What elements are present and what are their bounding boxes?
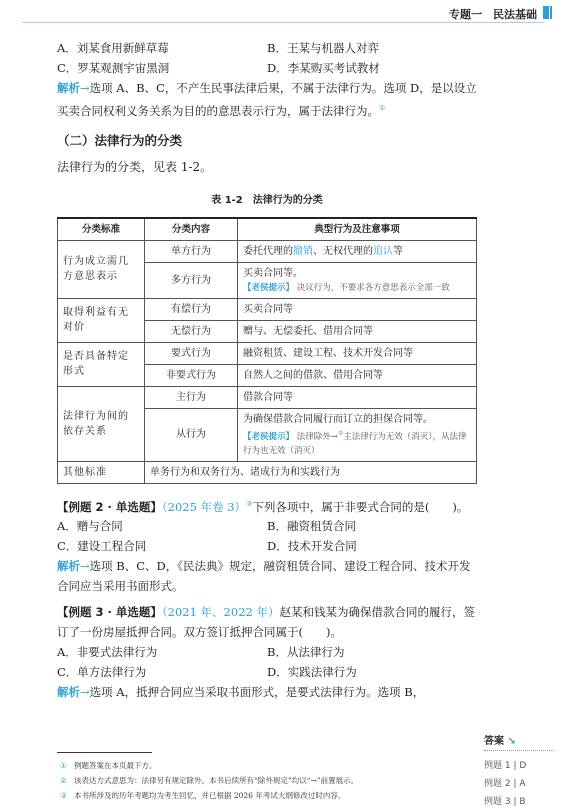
question-label: 【例题 3 · 单选题】: [57, 605, 162, 620]
footnote: ② 该表达方式意思为：法律另有规定除外。本书后续所有“除外规定”均以“→”前置展示。: [60, 776, 359, 785]
q1-option-b: B．王某与机器人对弈: [267, 41, 379, 55]
footnotes: [60, 758, 480, 803]
footnote-ref: ①: [379, 104, 386, 112]
header-rule: [22, 22, 544, 23]
q2-option-a: A．赠与合同: [57, 519, 123, 534]
arrow-icon: →: [80, 685, 90, 700]
explanation-2: [57, 556, 477, 596]
q1-options-row2: [57, 58, 477, 78]
category-cell: 无偿行为: [145, 320, 238, 342]
footnote-rule: [57, 752, 152, 753]
example-cell: 赠与、无偿委托、借用合同等: [238, 320, 477, 342]
criterion-cell: 行为成立需几方意思表示: [58, 240, 145, 298]
q2-options-row2: [57, 536, 477, 556]
table-row: [58, 461, 477, 483]
question-label: 【例题 2 · 单选题】: [57, 499, 162, 514]
q2-option-b: B．融资租赁合同: [267, 519, 356, 534]
keyword-revoke: 撤销: [293, 245, 313, 257]
example-cell: 委托代理的撤销、无权代理的追认等: [238, 240, 477, 262]
q2-option-d: D．技术开发合同: [267, 539, 357, 554]
section-intro: 法律行为的分类，见表 1-2。: [57, 159, 213, 174]
example-cell: 借款合同等: [238, 386, 477, 408]
footnote-ref: ③: [246, 499, 253, 508]
q2-option-c: C．建设工程合同: [57, 539, 147, 554]
section-heading: （二）法律行为的分类: [57, 132, 183, 148]
tip-note: 【老侯提示】 法律除外→②主法律行为无效（消灭），从法律行为也无效（消灭）: [243, 429, 467, 456]
explanation-label: 解析: [57, 559, 80, 574]
q1-option-d: D．李某购买考试教材: [267, 61, 380, 75]
category-cell: 要式行为: [145, 342, 238, 364]
explanation-label: 解析: [57, 81, 80, 95]
explanation-text: 选项 A、B、C，不产生民事法律后果，不属于法律行为。选项 D，是以设立买卖合同权利义务关系为目的的意思表示行为，属于法律行为。: [57, 81, 477, 118]
main-content: [57, 38, 477, 702]
answer-item: 例题 2 | A: [484, 779, 526, 789]
q3-options-row2: [57, 662, 477, 682]
classification-table: [57, 217, 477, 484]
example-cell: 买卖合同等: [238, 298, 477, 320]
arrow-down-right-icon: ↘: [507, 736, 516, 747]
q3-option-c: C．单方法律行为: [57, 665, 147, 680]
question-year: （2021 年、2022 年）: [161, 605, 280, 620]
criterion-cell: 其他标准: [58, 461, 145, 483]
table-header-row: [58, 218, 477, 241]
answer-item: 例题 1 | D: [484, 761, 527, 771]
q2-options-row1: [57, 516, 477, 536]
explanation-3: [57, 682, 477, 702]
criterion-cell: 是否具备特定形式: [58, 342, 145, 386]
table-caption: 表 1-2 法律行为的分类: [211, 194, 323, 206]
header-cell: 分类标准: [58, 218, 145, 241]
page-header: [0, 0, 567, 28]
criterion-cell: 取得利益有无对价: [58, 298, 145, 342]
q1-option-a: A．刘某食用新鲜草莓: [57, 41, 169, 55]
header-title: 专题一 民法基础: [449, 8, 537, 21]
question-stem: 下列各项中，属于非要式合同的是( )。: [252, 499, 469, 514]
explanation-text: 选项 B、C、D，《民法典》规定，融资租赁合同、建设工程合同、技术开发合同应当采用书面形式。: [57, 559, 471, 594]
q1-options-row1: [57, 38, 477, 58]
example-cell: 自然人之间的借款、借用合同等: [238, 364, 477, 386]
arrow-icon: →: [80, 559, 90, 574]
header-mark-icon: [543, 6, 553, 19]
question-2: [57, 494, 477, 517]
example-cell: 单务行为和双务行为、诸成行为和实践行为: [145, 461, 477, 483]
table-row: [58, 240, 477, 262]
answer-box: [484, 732, 554, 811]
footnote: ③ 本书所涉及的历年考题均为考生回忆，并已根据 2026 年考试大纲修改过时内容。: [60, 791, 346, 800]
q3-option-d: D．实践法律行为: [267, 665, 357, 680]
explanation-1: [57, 78, 477, 121]
table-row: [58, 386, 477, 408]
category-cell: 非要式行为: [145, 364, 238, 386]
category-cell: 多方行为: [145, 262, 238, 298]
table-row: [58, 298, 477, 320]
answer-title: 答案 ↘: [484, 732, 554, 751]
q3-option-b: B．从法律行为: [267, 645, 345, 660]
criterion-cell: 法律行为间的依存关系: [58, 386, 145, 461]
category-cell: 从行为: [145, 408, 238, 461]
category-cell: 有偿行为: [145, 298, 238, 320]
keyword-ratify: 追认: [373, 245, 393, 257]
category-cell: 主行为: [145, 386, 238, 408]
table-row: [58, 342, 477, 364]
category-cell: 单方行为: [145, 240, 238, 262]
question-3: [57, 602, 477, 642]
example-cell: 融资租赁、建设工程、技术开发合同等: [238, 342, 477, 364]
q1-option-c: C．罗某观测宇宙黑洞: [57, 61, 170, 75]
explanation-label: 解析: [57, 685, 80, 700]
example-cell: 为确保借款合同履行而订立的担保合同等。 【老侯提示】 法律除外→②主法律行为无效（消灭），从法律行为也无效（消灭）: [238, 408, 477, 461]
q3-options-row1: [57, 642, 477, 662]
arrow-icon: →: [80, 81, 90, 95]
header-cell: 典型行为及注意事项: [238, 218, 477, 241]
example-cell: 买卖合同等。 【老侯提示】 决议行为，不要求各方意思表示全部一致: [238, 262, 477, 298]
explanation-text: 选项 A，抵押合同应当采取书面形式，是要式法律行为。选项 B，: [89, 685, 425, 700]
question-stem: 赵某和钱某为确保借款合同的履行，签订了一份房屋抵押合同。双方签订抵押合同属于( )。: [57, 605, 475, 640]
tip-note: 【老侯提示】 决议行为，不要求各方意思表示全部一致: [243, 282, 450, 293]
answer-item: 例题 3 | B: [484, 797, 526, 807]
q3-option-a: A．非要式法律行为: [57, 645, 158, 660]
header-cell: 分类内容: [145, 218, 238, 241]
question-year: （2025 年卷 3）: [161, 499, 247, 514]
footnote: ① 例题答案在本页最下方。: [60, 761, 157, 770]
